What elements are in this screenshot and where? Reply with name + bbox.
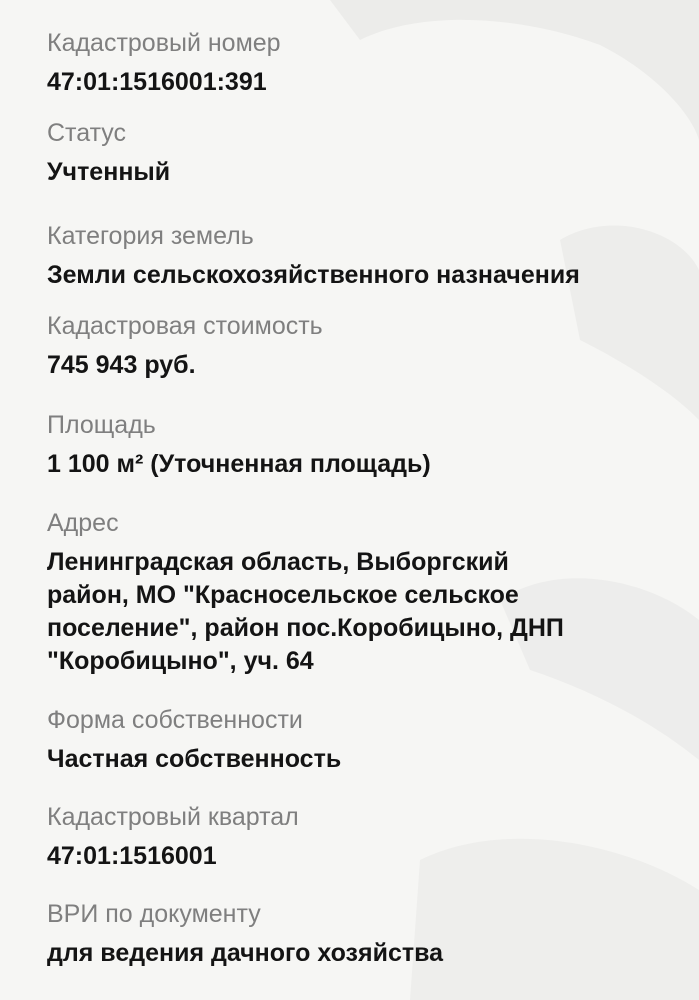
field-cadastral-quarter xyxy=(47,802,687,873)
field-label: Адрес xyxy=(47,509,119,537)
field-value: 47:01:1516001:391 xyxy=(47,68,267,96)
field-value: 745 943 руб. xyxy=(47,351,196,379)
field-value: Частная собственность xyxy=(47,745,342,773)
field-label: Кадастровая стоимость xyxy=(47,312,323,340)
field-label: Форма собственности xyxy=(47,706,303,734)
field-value: Земли сельскохозяйственного назначения xyxy=(47,261,580,289)
field-label: Кадастровый номер xyxy=(47,29,281,57)
field-label: Статус xyxy=(47,119,127,147)
field-label: ВРИ по документу xyxy=(47,900,261,928)
field-permitted-use xyxy=(47,899,687,970)
field-label: Площадь xyxy=(47,411,156,439)
field-land-category xyxy=(47,221,687,292)
field-label: Кадастровый квартал xyxy=(47,803,299,831)
field-ownership-form xyxy=(47,705,687,776)
field-cadastral-number xyxy=(47,28,687,99)
field-value: для ведения дачного хозяйства xyxy=(47,939,444,967)
field-value: Учтенный xyxy=(47,158,171,186)
field-label: Категория земель xyxy=(47,222,254,250)
field-cadastral-value xyxy=(47,311,687,382)
field-address xyxy=(47,508,687,678)
field-status xyxy=(47,118,687,189)
field-value: 1 100 м² (Уточненная площадь) xyxy=(47,450,431,478)
field-value: Ленинградская область, Выборгский район, МО "Красносельское сельское поселение", район пос.Коробицыно, ДНП "Коробицыно", уч. 64 xyxy=(47,548,564,675)
field-area xyxy=(47,410,687,481)
field-value: 47:01:1516001 xyxy=(47,842,217,870)
